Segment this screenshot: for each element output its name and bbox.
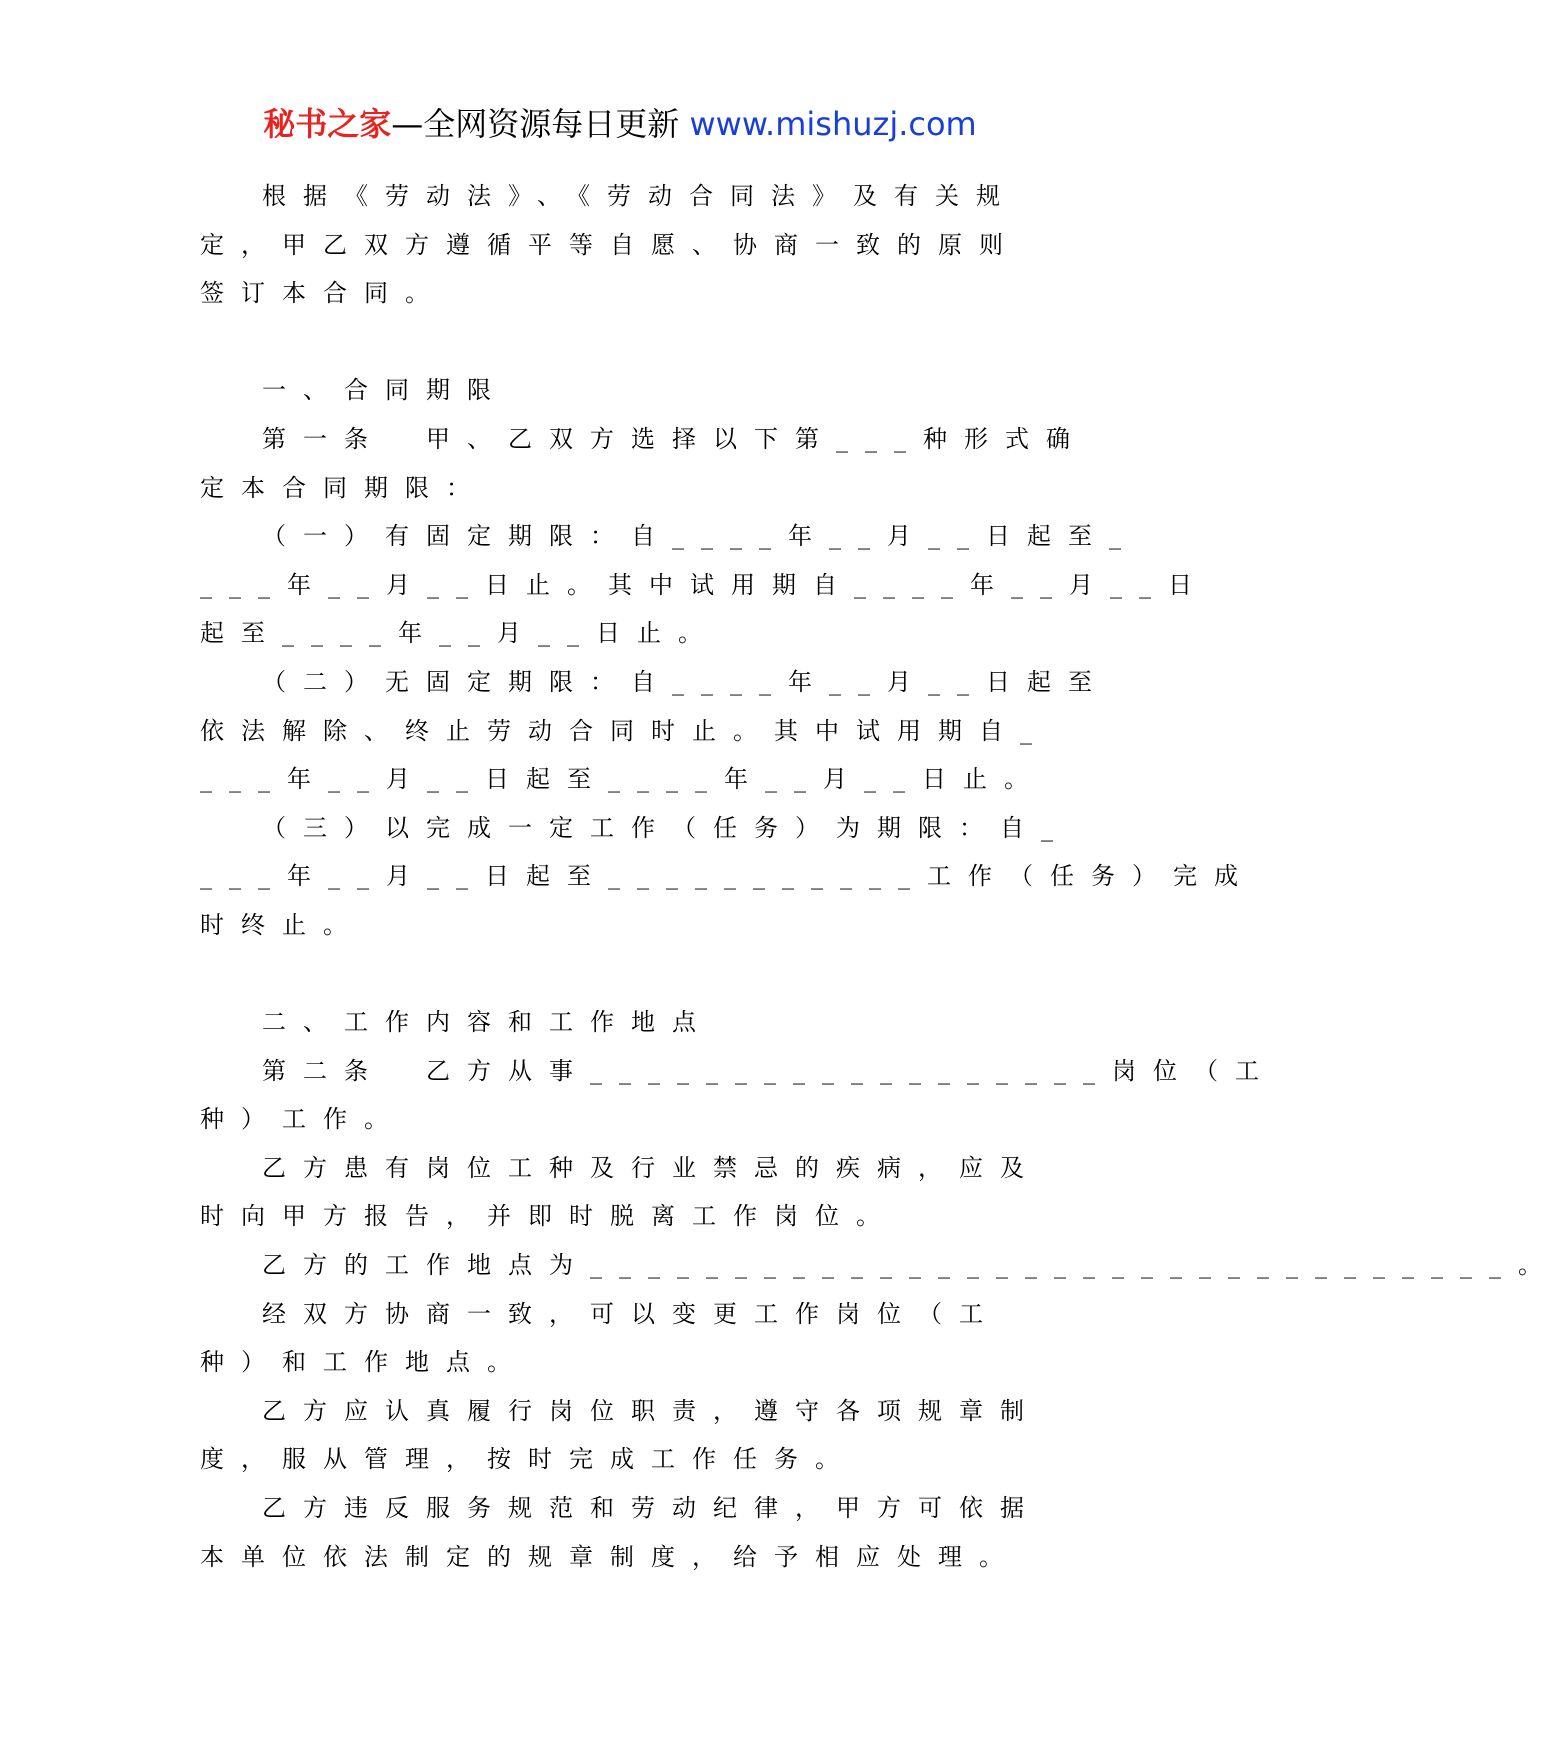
- paragraph-gap: [200, 318, 1040, 367]
- section-heading: 二、工作内容和工作地点: [262, 1008, 713, 1037]
- site-header: [0, 100, 1240, 148]
- paragraph-line: 时向甲方报告，并即时脱离工作岗位。: [200, 1202, 897, 1231]
- paragraph-line: ___年__月__日起至____年__月__日止。: [200, 765, 1045, 794]
- paragraph-line: 签订本合同。: [200, 279, 446, 308]
- paragraph-line: ___年__月__日起至___________工作（任务）完成: [200, 862, 1255, 891]
- paragraph-line: 乙方的工作地点为________________________________。: [262, 1251, 1559, 1280]
- paragraph-line: 乙方应认真履行岗位职责，遵守各项规章制: [262, 1396, 1041, 1425]
- paragraph-gap: [200, 950, 1040, 999]
- paragraph-line: 依法解除、终止劳动合同时止。其中试用期自_: [200, 716, 1049, 745]
- paragraph-line: 定，甲乙双方遵循平等自愿、协商一致的原则: [200, 230, 1020, 259]
- paragraph-line: （一）有固定期限：自____年__月__日起至_: [262, 522, 1138, 551]
- paragraph-line: 定本合同期限：: [200, 473, 487, 502]
- paragraph-line: 种）工作。: [200, 1105, 405, 1134]
- paragraph-line: 乙方患有岗位工种及行业禁忌的疾病，应及: [262, 1153, 1041, 1182]
- site-url-link[interactable]: www.mishuzj.com: [689, 105, 977, 143]
- paragraph-line: （三）以完成一定工作（任务）为期限：自_: [262, 813, 1070, 842]
- paragraph-line: 种）和工作地点。: [200, 1348, 528, 1377]
- paragraph-line: 根据《劳动法》、《劳动合同法》及有关规: [262, 182, 1017, 210]
- contract-body: [200, 172, 1559, 1581]
- paragraph-line: ___年__月__日止。其中试用期自____年__月__日: [200, 570, 1209, 599]
- paragraph-line: 第一条 甲、乙双方选择以下第___种形式确: [262, 424, 1087, 453]
- site-tagline: —全网资源每日更新: [391, 105, 680, 143]
- paragraph-line: 本单位依法制定的规章制度，给予相应处理。: [200, 1542, 1020, 1571]
- paragraph-line: 起至____年__月__日止。: [200, 619, 719, 648]
- site-brand: 秘书之家: [263, 105, 392, 143]
- paragraph-line: 度，服从管理，按时完成工作任务。: [200, 1445, 856, 1474]
- paragraph-line: 第二条 乙方从事__________________岗位（工: [262, 1056, 1276, 1085]
- paragraph-line: 经双方协商一致，可以变更工作岗位（工: [262, 1299, 1000, 1328]
- paragraph-line: 时终止。: [200, 910, 364, 939]
- paragraph-line: （二）无固定期限：自____年__月__日起至: [262, 667, 1109, 696]
- section-heading: 一、合同期限: [262, 376, 508, 405]
- paragraph-line: 乙方违反服务规范和劳动纪律，甲方可依据: [262, 1494, 1041, 1523]
